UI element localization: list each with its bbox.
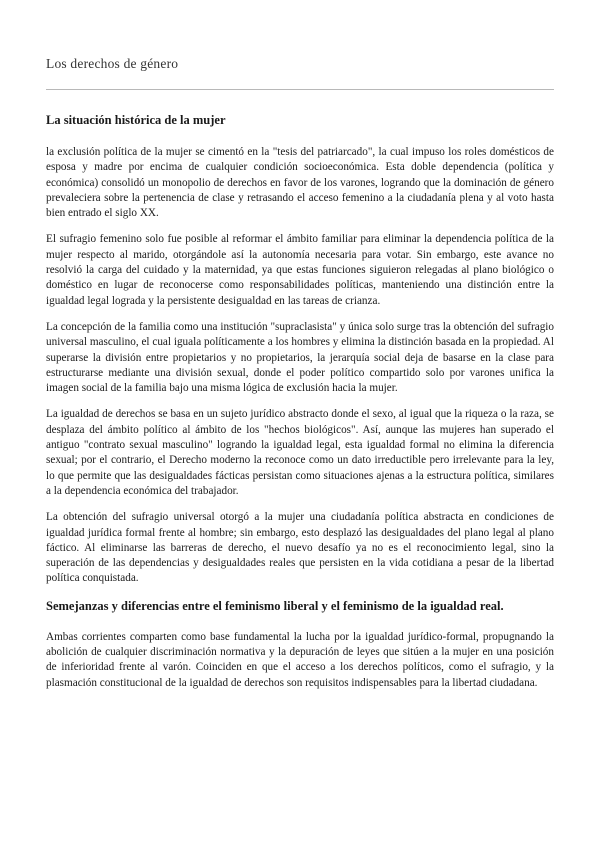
body-paragraph: La igualdad de derechos se basa en un sujeto jurídico abstracto donde el sexo, al igual que la riqueza o la raza, se desplaza del ámbito político al ámbito de los "hechos biológicos". Así, aunque las mujeres han superado el antiguo "contrato sexual masculino" logrando la igualdad legal, esta igualdad formal no elimina la diferencia sexual; por el contrario, el Derecho moderno la reconoce como un dato irreductible pero irrelevante para la ley, lo que permite que las desigualdades fácticas persistan como situaciones ajenas a la estructura política, similares a la dependencia económica del trabajador. [46, 408, 554, 497]
running-header: Los derechos de género [46, 56, 179, 71]
body-paragraph: La concepción de la familia como una institución "supraclasista" y única solo surge tras la obtención del sufragio universal masculino, el cual iguala políticamente a los hombres y elimina la distinción basada en la propiedad. Al superarse la división entre propietarios y no propietarios, la jerarquía social deja de basarse en la clase para estructurarse mediante una división sexual, donde el poder político compartido solo por varones unifica la imagen social de la familia bajo una misma lógica de exclusión hacia la mujer. [46, 320, 554, 395]
body-paragraph: El sufragio femenino solo fue posible al reformar el ámbito familiar para eliminar la dependencia política de la mujer respecto al marido, otorgándole así la autonomía necesaria para votar. Sin embargo, este avance no resolvió la carga del cuidado y la maternidad, ya que estas funciones siguieron relegadas al plano biológico o doméstico en lugar de reconocerse como responsabilidades políticas, manteniendo una distinción entre la igualdad legal lograda y la persistente desigualdad en las tareas de crianza. [46, 233, 554, 307]
body-paragraph: La obtención del sufragio universal otorgó a la mujer una ciudadanía política abstracta en condiciones de igualdad jurídica formal frente al hombre; sin embargo, esto desplazó las desigualdades del plano legal al plano fáctico. Al eliminarse las barreras de derecho, el nuevo desafío ya no es el reconocimiento legal, sino la superación de las dependencias y desigualdades reales que persisten en la vida cotidiana a pesar de la libertad política conquistada. [46, 511, 554, 585]
section-heading-historical-situation: La situación histórica de la mujer [46, 113, 226, 127]
section-heading-feminism-comparison: Semejanzas y diferencias entre el feminismo liberal y el feminismo de la igualdad real. [46, 598, 504, 613]
header-divider [46, 89, 554, 90]
body-paragraph: la exclusión política de la mujer se cimentó en la "tesis del patriarcado", la cual impuso los roles domésticos de esposa y madre por encima de cualquier condición socioeconómica. Esta doble dependencia (política y económica) consolidó un monopolio de derechos en favor de los varones, logrando que la dominación de género prevaleciera sobre la pertenencia de clase y retrasando el acceso femenino a la ciudadanía plena y al voto hasta bien entrado el siglo XX. [46, 146, 554, 220]
document-body [46, 112, 554, 702]
body-paragraph: Ambas corrientes comparten como base fundamental la lucha por la igualdad jurídico-formal, propugnando la abolición de cualquier discriminación normativa y la depuración de leyes que sitúen a la mujer en una posición de inferioridad frente al varón. Coinciden en que el acceso a los derechos políticos, como el sufragio, y la plasmación constitucional de la igualdad de derechos son requisitos indispensables para la libertad ciudadana. [46, 630, 554, 689]
